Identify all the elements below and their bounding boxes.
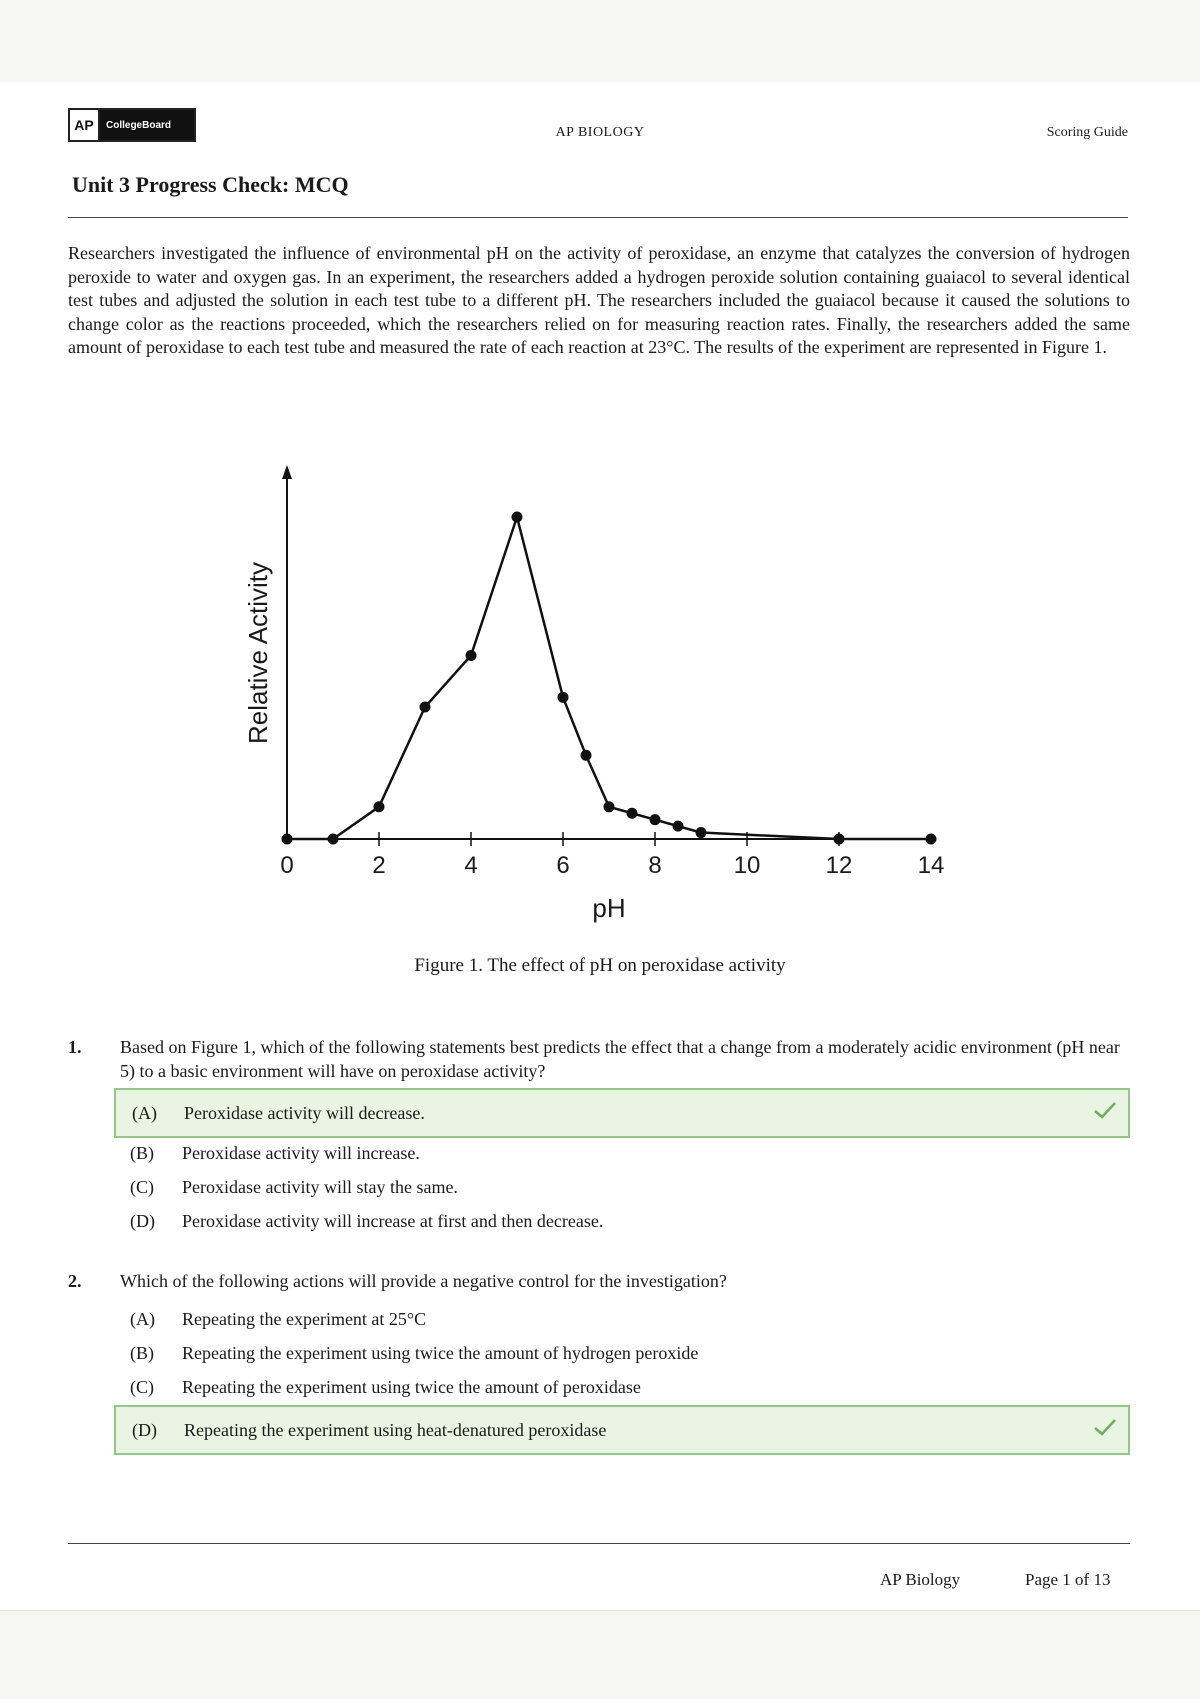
x-tick-label: 2 — [372, 852, 386, 879]
option-text: Repeating the experiment using twice the amount of hydrogen peroxide — [182, 1342, 699, 1363]
data-point — [328, 834, 339, 845]
option-text: Peroxidase activity will increase. — [182, 1142, 420, 1163]
x-tick-label: 0 — [280, 852, 294, 879]
question-stem: Based on Figure 1, which of the following statements best predicts the effect that a change from a moderately acidic environment (pH near 5) to a basic environment will have on peroxidase activity? — [120, 1037, 1120, 1081]
option-text: Repeating the experiment using twice the amount of peroxidase — [182, 1376, 641, 1397]
header-doc-type: Scoring Guide — [1046, 125, 1128, 140]
data-point — [673, 821, 684, 832]
chart-series — [287, 517, 931, 839]
q1-option-d[interactable] — [114, 1198, 1126, 1244]
option-letter: (A) — [130, 1308, 155, 1329]
intro-paragraph: Researchers investigated the influence of environmental pH on the activity of peroxidase, an enzyme that catalyzes the conversion of hydrogen peroxide to water and oxygen gas. In an experiment, the researchers added a hydrogen peroxide solution containing guaiacol to several identical test tubes and adjusted the solution in each test tube to a different pH. The researchers included the guaiacol because it caused the solutions to change color as the reactions proceeded, which the researchers relied on for measuring reaction rates. Finally, the researchers added the same amount of peroxidase to each test tube and measured the rate of each reaction at 23°C. The results of the experiment are represented in Figure 1. — [68, 243, 1130, 357]
bottom-margin — [0, 1610, 1200, 1699]
question-number: 2. — [68, 1271, 82, 1291]
data-point — [581, 750, 592, 761]
option-text: Peroxidase activity will increase at first and then decrease. — [182, 1210, 604, 1231]
page-number: Page 1 of 13 — [1025, 1570, 1111, 1589]
y-axis-arrow — [282, 465, 292, 479]
activity-vs-ph-chart — [225, 465, 955, 945]
x-tick-label: 4 — [464, 852, 478, 879]
x-tick-label: 8 — [648, 852, 662, 879]
data-point — [604, 801, 615, 812]
x-tick-label: 14 — [917, 852, 945, 879]
page-title: Unit 3 Progress Check: MCQ — [72, 172, 349, 197]
footer-subject: AP Biology — [880, 1570, 961, 1589]
q2-option-d-correct[interactable] — [114, 1405, 1130, 1455]
chart-points — [282, 512, 937, 845]
option-text: Repeating the experiment using heat-denatured peroxidase — [184, 1419, 607, 1440]
y-axis-label: Relative Activity — [243, 561, 273, 745]
option-letter: (B) — [130, 1342, 154, 1363]
option-text: Peroxidase activity will stay the same. — [182, 1176, 458, 1197]
data-point — [558, 692, 569, 703]
option-letter: (C) — [130, 1376, 154, 1397]
x-axis-label: pH — [592, 893, 626, 923]
chart-axes — [282, 465, 931, 839]
data-point — [374, 801, 385, 812]
data-point — [696, 827, 707, 838]
x-tick-label: 12 — [825, 852, 853, 879]
check-icon — [1092, 1417, 1118, 1437]
figure-caption: Figure 1. The effect of pH on peroxidase activity — [414, 955, 786, 976]
question-stem: Which of the following actions will provide a negative control for the investigation? — [120, 1271, 727, 1291]
q2-option-c[interactable] — [114, 1364, 1126, 1410]
logo-collegeboard: CollegeBoard — [100, 110, 194, 140]
option-letter: (C) — [130, 1176, 154, 1197]
question-1 — [68, 1036, 1130, 1083]
logo-ap: AP — [70, 110, 100, 140]
option-letter: (B) — [130, 1142, 154, 1163]
data-point — [627, 808, 638, 819]
option-letter: (D) — [132, 1419, 157, 1440]
series-line — [287, 517, 931, 839]
title-divider — [68, 217, 1128, 218]
top-margin — [0, 0, 1200, 82]
data-point — [650, 814, 661, 825]
option-letter: (D) — [130, 1210, 155, 1231]
x-tick-label: 10 — [733, 852, 761, 879]
footer-divider — [68, 1543, 1130, 1544]
check-icon — [1092, 1100, 1118, 1120]
option-text: Repeating the experiment at 25°C — [182, 1308, 427, 1329]
data-point — [420, 701, 431, 712]
data-point — [512, 512, 523, 523]
question-2 — [68, 1270, 1130, 1294]
data-point — [926, 834, 937, 845]
data-point — [466, 650, 477, 661]
data-point — [834, 834, 845, 845]
option-letter: (A) — [132, 1102, 157, 1123]
data-point — [282, 834, 293, 845]
header-subject: AP BIOLOGY — [555, 125, 645, 140]
question-number: 1. — [68, 1037, 82, 1057]
x-tick-label: 6 — [556, 852, 570, 879]
option-text: Peroxidase activity will decrease. — [184, 1102, 425, 1123]
